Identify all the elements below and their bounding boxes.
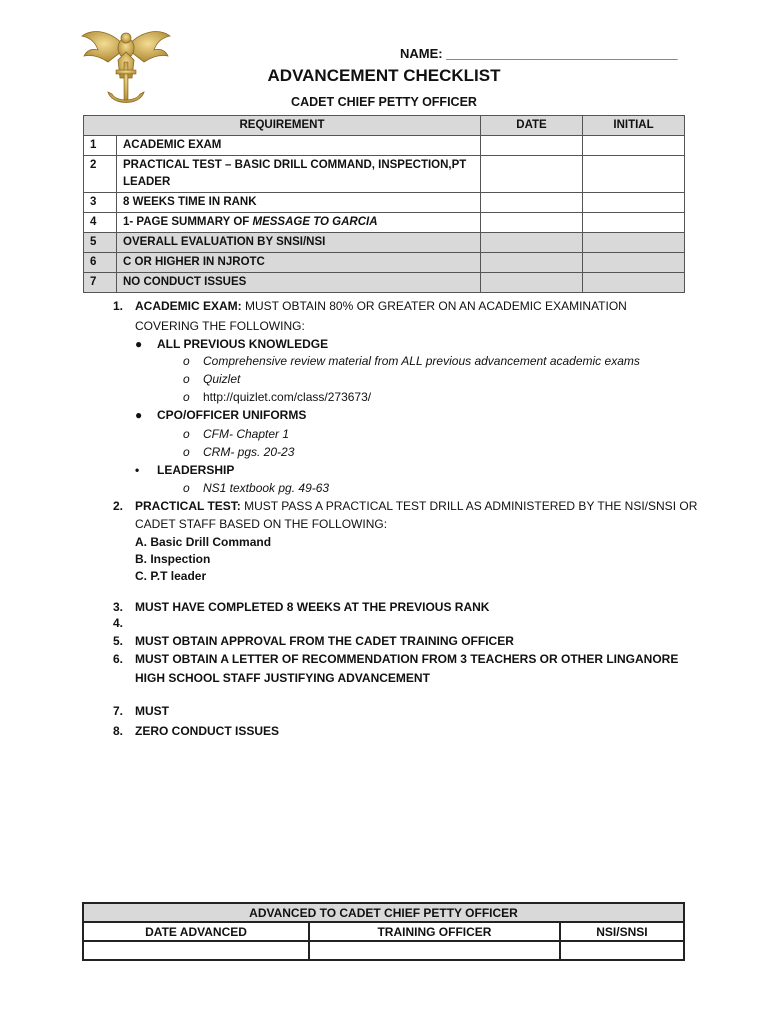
name-field-label: NAME: ________________________________ (400, 46, 678, 61)
initial-cell[interactable] (583, 273, 685, 293)
date-advanced-cell[interactable] (83, 941, 309, 960)
advancement-table-title: ADVANCED TO CADET CHIEF PETTY OFFICER (83, 903, 684, 922)
requirement-text: NO CONDUCT ISSUES (117, 273, 481, 293)
row-number: 4 (84, 213, 117, 233)
item-text: MUST OBTAIN 80% OR GREATER ON AN ACADEMIC EXAMINATION (241, 299, 627, 313)
bullet-icon: ● (135, 408, 143, 422)
initial-cell[interactable] (583, 136, 685, 156)
column-header-nsi-snsi: NSI/SNSI (560, 922, 684, 941)
item-text: ZERO CONDUCT ISSUES (135, 724, 280, 738)
item-text: MUST OBTAIN APPROVAL FROM THE CADET TRAINING OFFICER (135, 634, 514, 648)
bullet-item (135, 337, 328, 351)
detail-item-6-line2: HIGH SCHOOL STAFF JUSTIFYING ADVANCEMENT (135, 671, 430, 685)
item-number: 8. (113, 724, 124, 738)
sub-item (183, 372, 240, 386)
row-number: 2 (84, 156, 117, 193)
detail-item-8 (113, 722, 279, 740)
date-cell[interactable] (481, 253, 583, 273)
column-header-initial: INITIAL (583, 116, 685, 136)
detail-item-4 (113, 614, 135, 632)
table-row (84, 156, 685, 193)
item-lead: PRACTICAL TEST: (135, 499, 241, 513)
quizlet-link[interactable]: http://quizlet.com/class/273673/ (203, 390, 372, 404)
date-cell[interactable] (481, 156, 583, 193)
bullet-label: ALL PREVIOUS KNOWLEDGE (157, 337, 329, 351)
row-number: 1 (84, 136, 117, 156)
circle-bullet-icon: o (183, 354, 190, 368)
column-header-date: DATE (481, 116, 583, 136)
item-text: MUST HAVE COMPLETED 8 WEEKS AT THE PREVIOUS RANK (135, 600, 490, 614)
sub-item-text: Comprehensive review material from ALL previous advancement academic exams (203, 354, 640, 368)
item-number: 5. (113, 634, 124, 648)
nsi-snsi-cell[interactable] (560, 941, 684, 960)
item-number: 1. (113, 299, 124, 313)
circle-bullet-icon: o (183, 481, 190, 495)
table-row (84, 233, 685, 253)
practical-part: C. P.T leader (135, 569, 207, 583)
column-header-training-officer: TRAINING OFFICER (309, 922, 560, 941)
column-header-requirement: REQUIREMENT (84, 116, 481, 136)
date-cell[interactable] (481, 233, 583, 253)
table-row (84, 273, 685, 293)
requirement-text: C OR HIGHER IN NJROTC (117, 253, 481, 273)
date-cell[interactable] (481, 273, 583, 293)
page-subtitle: CADET CHIEF PETTY OFFICER (291, 95, 477, 109)
detail-item-1 (113, 297, 627, 315)
initial-cell[interactable] (583, 193, 685, 213)
row-number: 3 (84, 193, 117, 213)
date-cell[interactable] (481, 136, 583, 156)
item-text: MUST PASS A PRACTICAL TEST DRILL AS ADMINISTERED BY THE NSI/SNSI OR (240, 499, 698, 513)
detail-item-1-line2: COVERING THE FOLLOWING: (135, 319, 305, 333)
date-cell[interactable] (481, 213, 583, 233)
requirement-text-prefix: 1- PAGE SUMMARY OF (123, 216, 253, 228)
initial-cell[interactable] (583, 213, 685, 233)
detail-item-2-line2: CADET STAFF BASED ON THE FOLLOWING: (135, 517, 388, 531)
requirement-text: 8 WEEKS TIME IN RANK (117, 193, 481, 213)
advancement-record-table (82, 902, 685, 961)
detail-item-5 (113, 632, 514, 650)
item-number: 6. (113, 652, 124, 666)
sub-item-text: CFM- Chapter 1 (203, 427, 290, 441)
training-officer-cell[interactable] (309, 941, 560, 960)
table-row (84, 136, 685, 156)
column-header-date-advanced: DATE ADVANCED (83, 922, 309, 941)
item-number: 3. (113, 600, 124, 614)
bullet-icon: ● (135, 337, 143, 351)
item-number: 4. (113, 616, 124, 630)
table-header-row (84, 116, 685, 136)
detail-item-2 (113, 497, 697, 515)
bullet-label: LEADERSHIP (157, 463, 235, 477)
requirement-text (117, 156, 481, 193)
row-number: 7 (84, 273, 117, 293)
detail-item-6 (113, 650, 678, 668)
item-number: 7. (113, 704, 124, 718)
detail-item-7 (113, 702, 169, 720)
sub-item (183, 445, 294, 459)
bullet-label: CPO/OFFICER UNIFORMS (157, 408, 307, 422)
advancement-header-row (83, 922, 684, 941)
advancement-title-row (83, 903, 684, 922)
requirements-table (83, 115, 685, 293)
circle-bullet-icon: o (183, 427, 190, 441)
bullet-icon: • (135, 463, 140, 477)
item-lead: ACADEMIC EXAM: (135, 299, 242, 313)
date-cell[interactable] (481, 193, 583, 213)
bullet-item (135, 408, 306, 422)
requirement-text-line2: LEADER (123, 176, 171, 188)
sub-item (183, 390, 371, 404)
sub-item (183, 481, 329, 495)
circle-bullet-icon: o (183, 372, 190, 386)
sub-item (183, 354, 640, 368)
table-row (84, 253, 685, 273)
sub-item-text: CRM- pgs. 20-23 (203, 445, 295, 459)
practical-part: B. Inspection (135, 552, 211, 566)
practical-part: A. Basic Drill Command (135, 535, 272, 549)
item-number: 2. (113, 499, 124, 513)
initial-cell[interactable] (583, 233, 685, 253)
table-row (84, 213, 685, 233)
row-number: 6 (84, 253, 117, 273)
sub-item-text: Quizlet (203, 372, 241, 386)
bullet-item (135, 463, 234, 477)
requirement-text-line1: PRACTICAL TEST – BASIC DRILL COMMAND, INSPECTION,PT (123, 159, 467, 171)
requirement-text: OVERALL EVALUATION BY SNSI/NSI (117, 233, 481, 253)
item-text: MUST OBTAIN A LETTER OF RECOMMENDATION FROM 3 TEACHERS OR OTHER LINGANORE (135, 652, 679, 666)
item-text: MUST (135, 704, 169, 718)
detail-item-3 (113, 598, 489, 616)
requirement-text: ACADEMIC EXAM (117, 136, 481, 156)
requirement-text (117, 213, 481, 233)
sub-item (183, 427, 289, 441)
advancement-entry-row (83, 941, 684, 960)
table-row (84, 193, 685, 213)
page-title: ADVANCEMENT CHECKLIST (267, 66, 501, 85)
sub-item-text: NS1 textbook pg. 49-63 (203, 481, 330, 495)
initial-cell[interactable] (583, 156, 685, 193)
requirement-text-title: MESSAGE TO GARCIA (252, 216, 378, 228)
initial-cell[interactable] (583, 253, 685, 273)
circle-bullet-icon: o (183, 390, 190, 404)
circle-bullet-icon: o (183, 445, 190, 459)
row-number: 5 (84, 233, 117, 253)
